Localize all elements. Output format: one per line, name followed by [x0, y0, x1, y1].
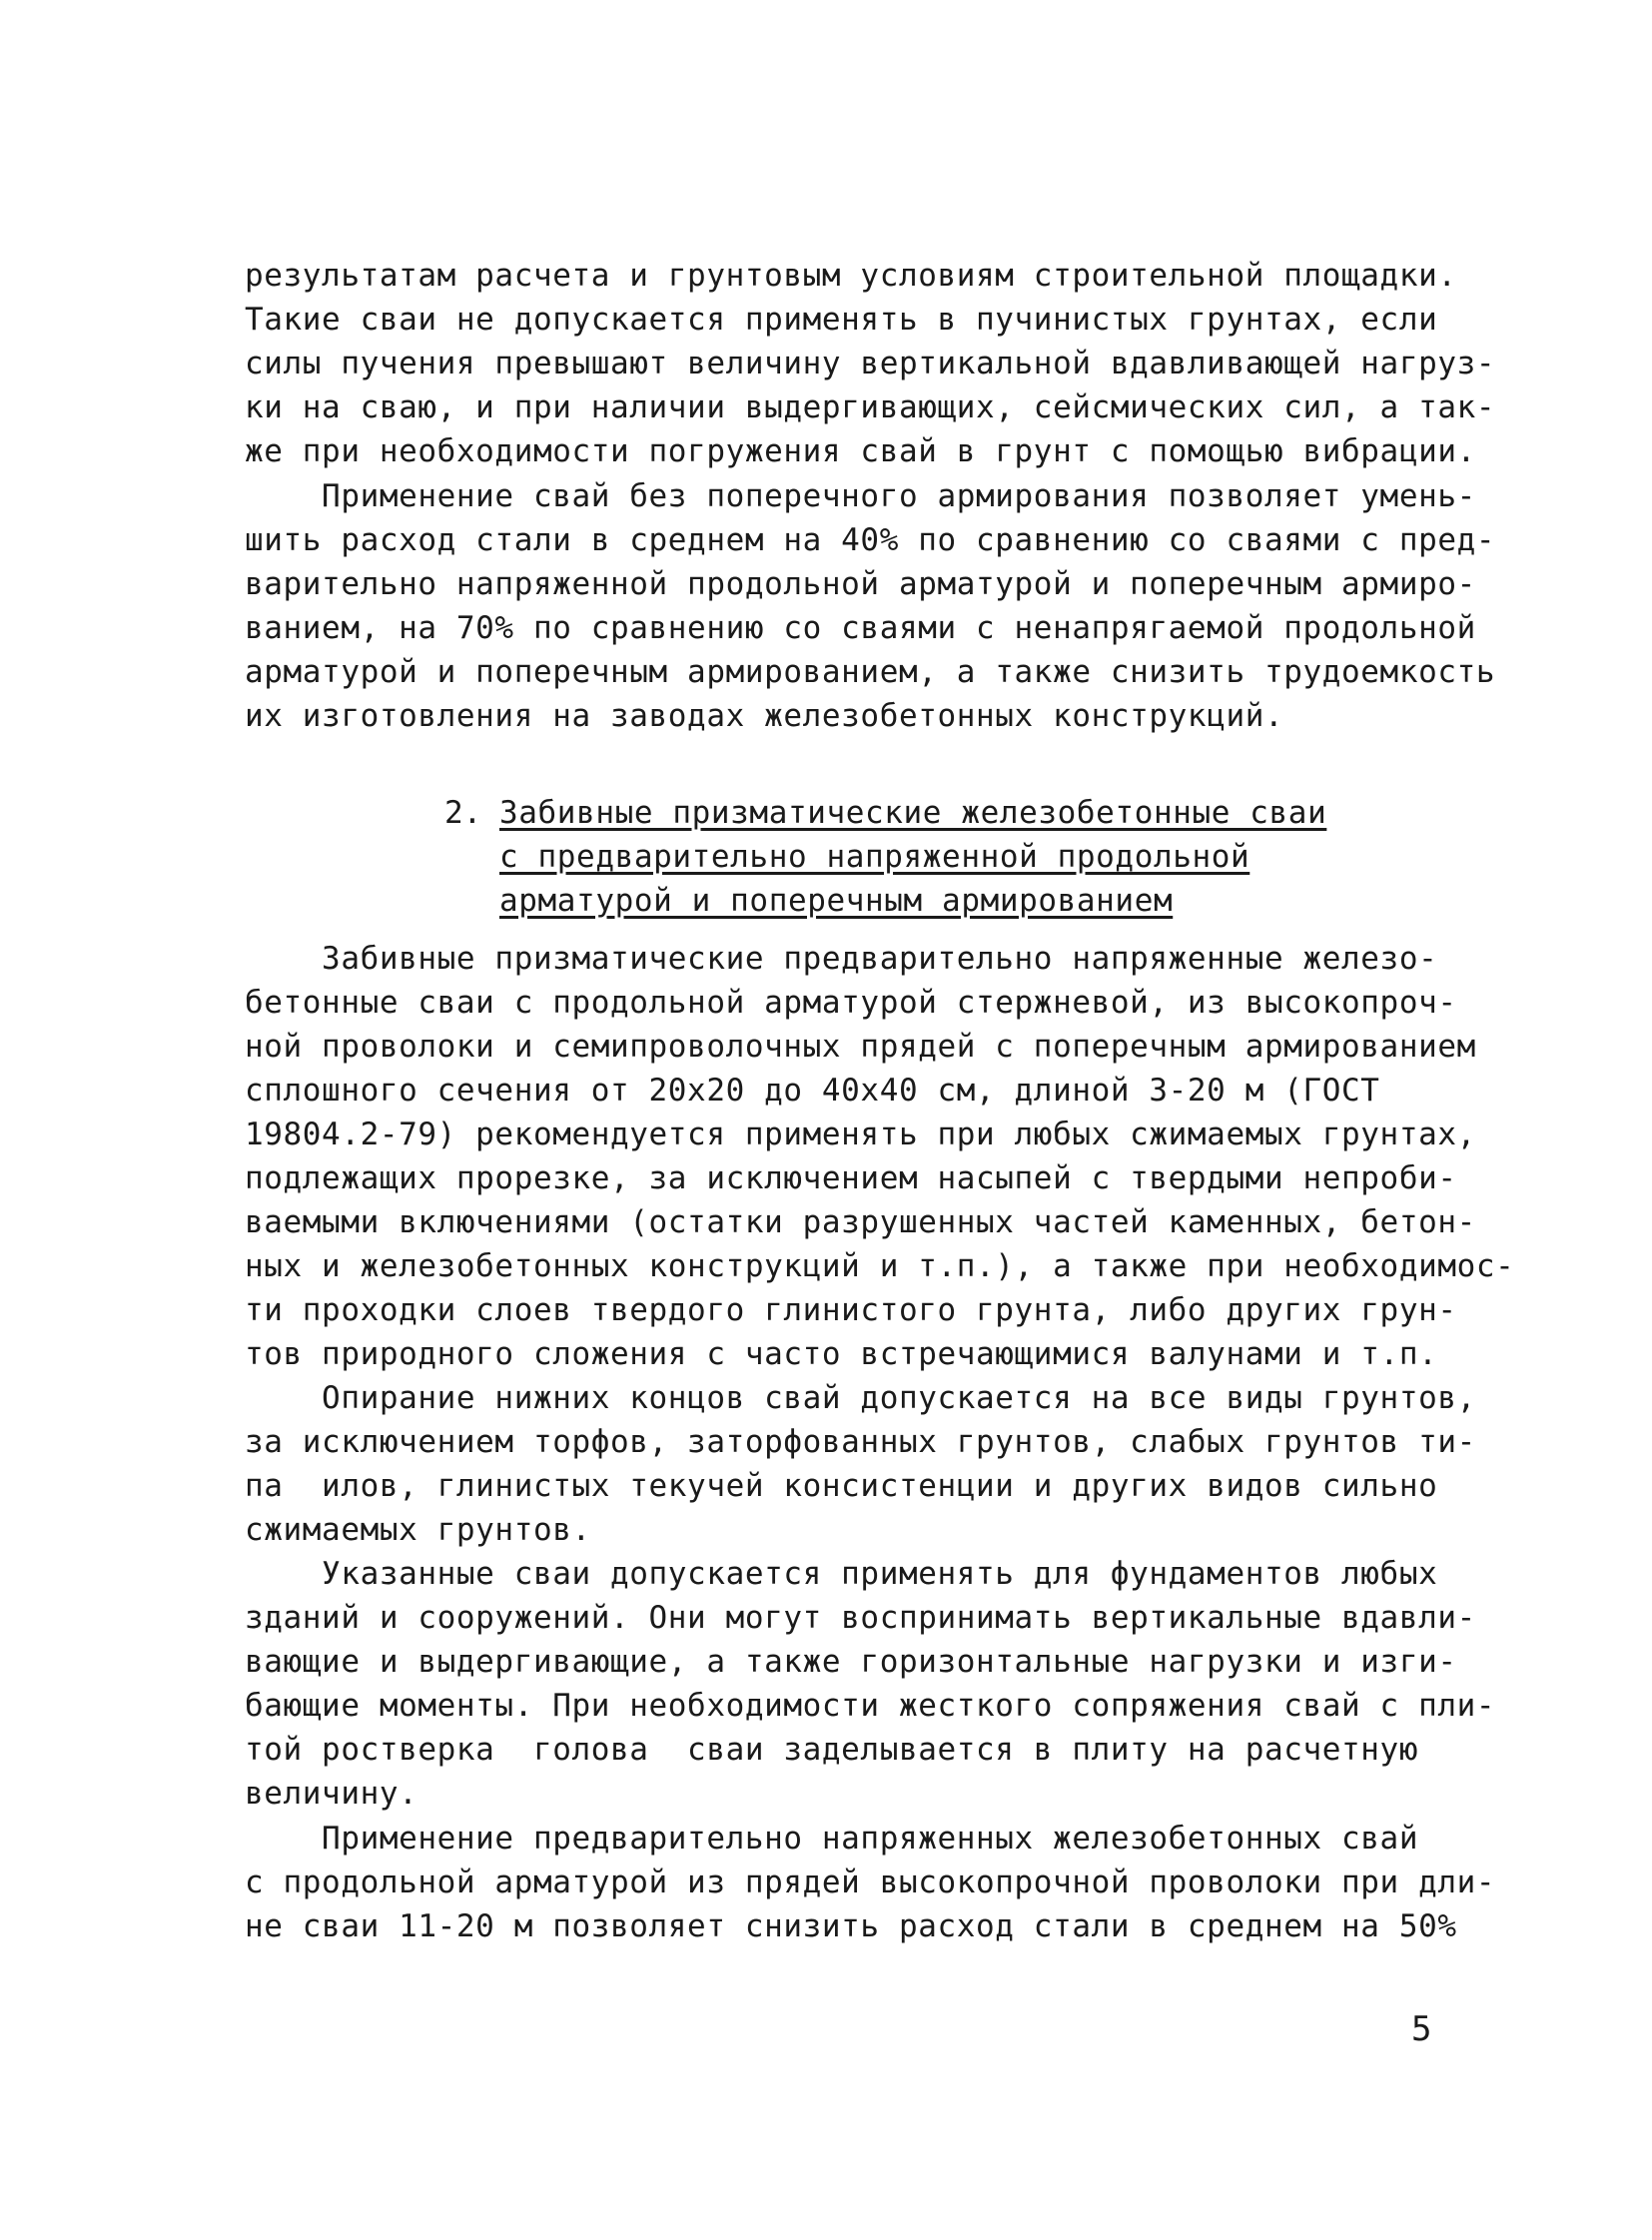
text-line: зданий и сооружений. Они могут воспринимать вертикальные вдавли-: [245, 1600, 1476, 1636]
text-line: па илов, глинистых текучей консистенции и других видов сильно: [245, 1468, 1438, 1504]
section-heading-line: Забивные призматические железобетонные сваи: [499, 795, 1327, 831]
text-line: арматурой и поперечным армированием, а также снизить трудоемкость: [245, 654, 1496, 690]
text-line: ти проходки слоев твердого глинистого грунта, либо других грун-: [245, 1292, 1457, 1328]
text-line: тов природного сложения с часто встречающимися валунами и т.п.: [245, 1336, 1438, 1372]
text-line: варительно напряженной продольной арматурой и поперечным армиро-: [245, 566, 1476, 602]
text-line: силы пучения превышают величину вертикальной вдавливающей нагруз-: [245, 346, 1496, 381]
text-line: Применение предварительно напряженных железобетонных свай: [245, 1821, 1419, 1857]
text-line: бающие моменты. При необходимости жесткого сопряжения свай с пли-: [245, 1688, 1496, 1724]
text-line: Забивные призматические предварительно напряженные железо-: [245, 941, 1438, 977]
text-line: Такие сваи не допускается применять в пучинистых грунтах, если: [245, 302, 1438, 338]
text-line: ных и железобетонных конструкций и т.п.), а также при необходимос-: [245, 1248, 1515, 1284]
text-line: вающие и выдергивающие, а также горизонтальные нагрузки и изги-: [245, 1644, 1457, 1680]
text-line: же при необходимости погружения свай в грунт с помощью вибрации.: [245, 433, 1476, 469]
text-line: величину.: [245, 1776, 418, 1812]
text-line: не сваи 11-20 м позволяет снизить расход стали в среднем на 50%: [245, 1908, 1457, 1944]
text-line: ной проволоки и семипроволочных прядей с поперечным армированием: [245, 1029, 1476, 1065]
text-line: ки на сваю, и при наличии выдергивающих, сейсмических сил, а так-: [245, 389, 1496, 425]
text-line: шить расход стали в среднем на 40% по сравнению со сваями с пред-: [245, 522, 1496, 558]
text-line: ванием, на 70% по сравнению со сваями с ненапрягаемой продольной: [245, 610, 1476, 646]
text-line: их изготовления на заводах железобетонных конструкций.: [245, 698, 1284, 734]
section-number: 2.: [444, 795, 482, 831]
text-line: результатам расчета и грунтовым условиям строительной площадки.: [245, 258, 1457, 294]
text-line: подлежащих прорезке, за исключением насыпей с твердыми непроби-: [245, 1160, 1457, 1196]
text-line: ваемыми включениями (остатки разрушенных частей каменных, бетон-: [245, 1204, 1476, 1240]
text-line: Указанные сваи допускается применять для фундаментов любых: [245, 1556, 1438, 1592]
text-line: сжимаемых грунтов.: [245, 1512, 591, 1548]
text-line: Опирание нижних концов свай допускается на все виды грунтов,: [245, 1380, 1476, 1416]
text-line: сплошного сечения от 20х20 до 40х40 см, длиной 3-20 м (ГОСТ: [245, 1073, 1380, 1109]
text-line: за исключением торфов, заторфованных грунтов, слабых грунтов ти-: [245, 1424, 1476, 1460]
text-line: бетонные сваи с продольной арматурой стержневой, из высокопроч-: [245, 985, 1457, 1021]
text-line: с продольной арматурой из прядей высокопрочной проволоки при дли-: [245, 1865, 1496, 1900]
section-heading-line: с предварительно напряженной продольной: [499, 839, 1250, 875]
section-heading-line: арматурой и поперечным армированием: [499, 883, 1174, 919]
text-line: той ростверка голова сваи заделывается в плиту на расчетную: [245, 1732, 1419, 1768]
page-number: 5: [1411, 2009, 1432, 2049]
text-line: Применение свай без поперечного армирования позволяет умень-: [245, 478, 1476, 514]
text-line: 19804.2-79) рекомендуется применять при любых сжимаемых грунтах,: [245, 1117, 1476, 1152]
